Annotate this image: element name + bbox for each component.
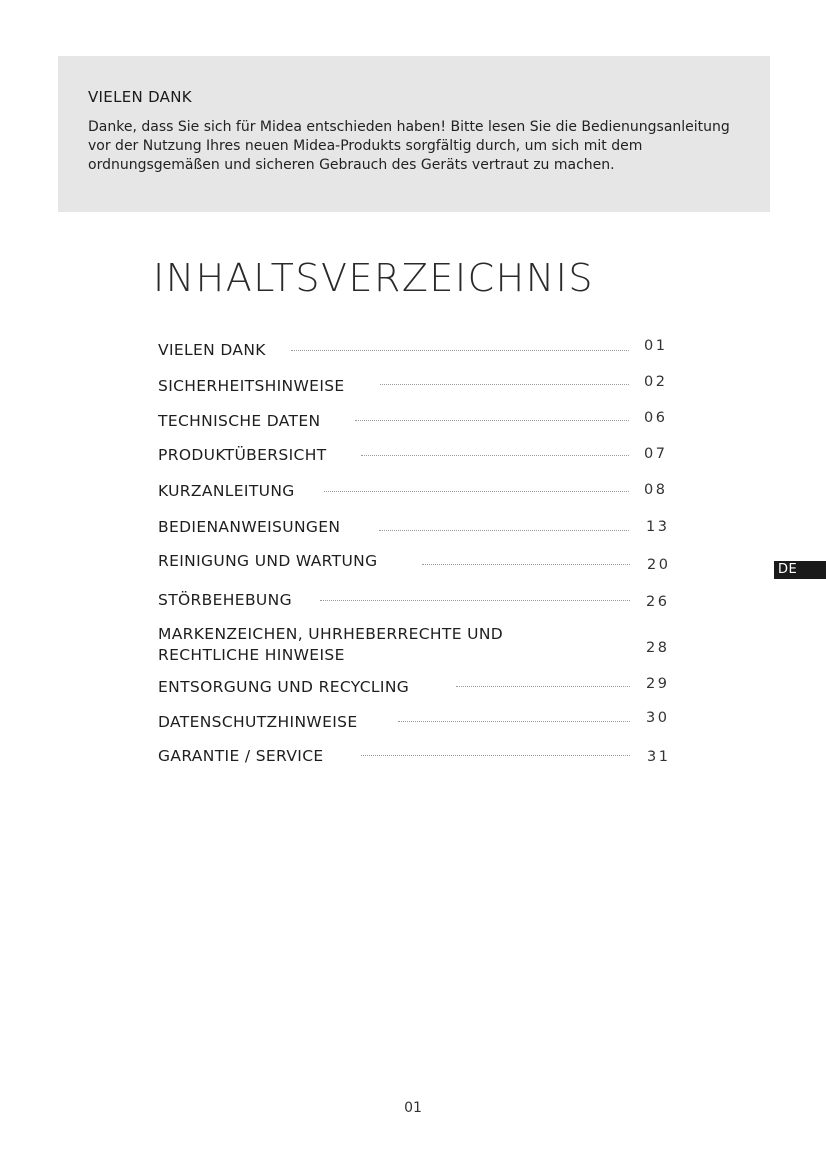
toc-entry-page: 07 xyxy=(644,446,668,462)
toc-entry-label: STÖRBEHEBUNG xyxy=(158,591,292,609)
toc-entry-label: DATENSCHUTZHINWEISE xyxy=(158,713,358,731)
toc-entry-sicherheitshinweise[interactable] xyxy=(158,376,668,397)
toc-entry-vielen-dank[interactable] xyxy=(158,340,668,361)
toc-entry-page: 01 xyxy=(644,338,668,354)
toc-entry-page: 30 xyxy=(646,710,670,726)
toc-entry-page: 08 xyxy=(644,482,668,498)
toc-entry-page: 20 xyxy=(647,557,671,573)
toc-leader xyxy=(324,491,629,492)
toc-entry-label-line2: RECHTLICHE HINWEISE xyxy=(158,646,345,664)
toc-entry-label: KURZANLEITUNG xyxy=(158,482,295,500)
toc-entry-produktuebersicht[interactable] xyxy=(158,445,668,466)
thanks-title: VIELEN DANK xyxy=(88,88,192,106)
toc-entry-entsorgung-und-recycling[interactable] xyxy=(158,677,668,698)
toc-title: INHALTSVERZEICHNIS xyxy=(153,256,594,300)
toc-entry-label: BEDIENANWEISUNGEN xyxy=(158,518,341,536)
toc-entry-page: 06 xyxy=(644,410,668,426)
toc-entry-page: 31 xyxy=(647,749,671,765)
toc-entry-garantie-service[interactable] xyxy=(158,746,671,767)
toc-entry-markenzeichen[interactable] xyxy=(158,624,668,666)
toc-entry-label: TECHNISCHE DATEN xyxy=(158,412,321,430)
toc-entry-page: 02 xyxy=(644,374,668,390)
toc-leader xyxy=(361,755,630,756)
toc-entry-page: 28 xyxy=(646,640,670,656)
toc-leader xyxy=(361,455,629,456)
toc-entry-page: 13 xyxy=(646,519,670,535)
toc-entry-label: ENTSORGUNG UND RECYCLING xyxy=(158,678,410,696)
toc-leader xyxy=(398,721,630,722)
thanks-text: Danke, dass Sie sich für Midea entschieden haben! Bitte lesen Sie die Bedienungsanleitung vor der Nutzung Ihres neuen Midea-Produkts sorgfältig durch, um sich mit dem ordnungsgemäßen und sicheren Gebrauch des Geräts vertraut zu machen. xyxy=(88,119,730,173)
language-tab: DE xyxy=(774,561,826,579)
toc-entry-stoerbehebung[interactable] xyxy=(158,590,668,611)
toc-entry-reinigung-und-wartung[interactable] xyxy=(158,551,671,573)
toc-entry-label: GARANTIE / SERVICE xyxy=(158,747,324,765)
toc-entry-page: 29 xyxy=(646,676,670,692)
toc-leader xyxy=(355,420,629,421)
toc-entry-bedienanweisungen[interactable] xyxy=(158,517,668,538)
toc-entry-technische-daten[interactable] xyxy=(158,411,668,432)
toc-entry-page: 26 xyxy=(646,594,670,610)
toc-entry-datenschutzhinweise[interactable] xyxy=(158,712,668,733)
toc-leader xyxy=(422,564,630,565)
toc-entry-kurzanleitung[interactable] xyxy=(158,481,668,502)
toc-entry-label: REINIGUNG UND WARTUNG xyxy=(158,552,378,570)
toc-entry-label: VIELEN DANK xyxy=(158,341,266,359)
thanks-box xyxy=(58,56,770,212)
toc-leader xyxy=(320,600,630,601)
toc-leader xyxy=(380,384,629,385)
toc-leader xyxy=(456,686,630,687)
page-number: 01 xyxy=(404,1100,422,1116)
toc-entry-label: MARKENZEICHEN, UHRHEBERRECHTE UND xyxy=(158,625,504,643)
toc-leader xyxy=(291,350,629,351)
toc-leader xyxy=(379,530,629,531)
toc-entry-label: SICHERHEITSHINWEISE xyxy=(158,377,345,395)
toc-entry-label: PRODUKTÜBERSICHT xyxy=(158,446,327,464)
